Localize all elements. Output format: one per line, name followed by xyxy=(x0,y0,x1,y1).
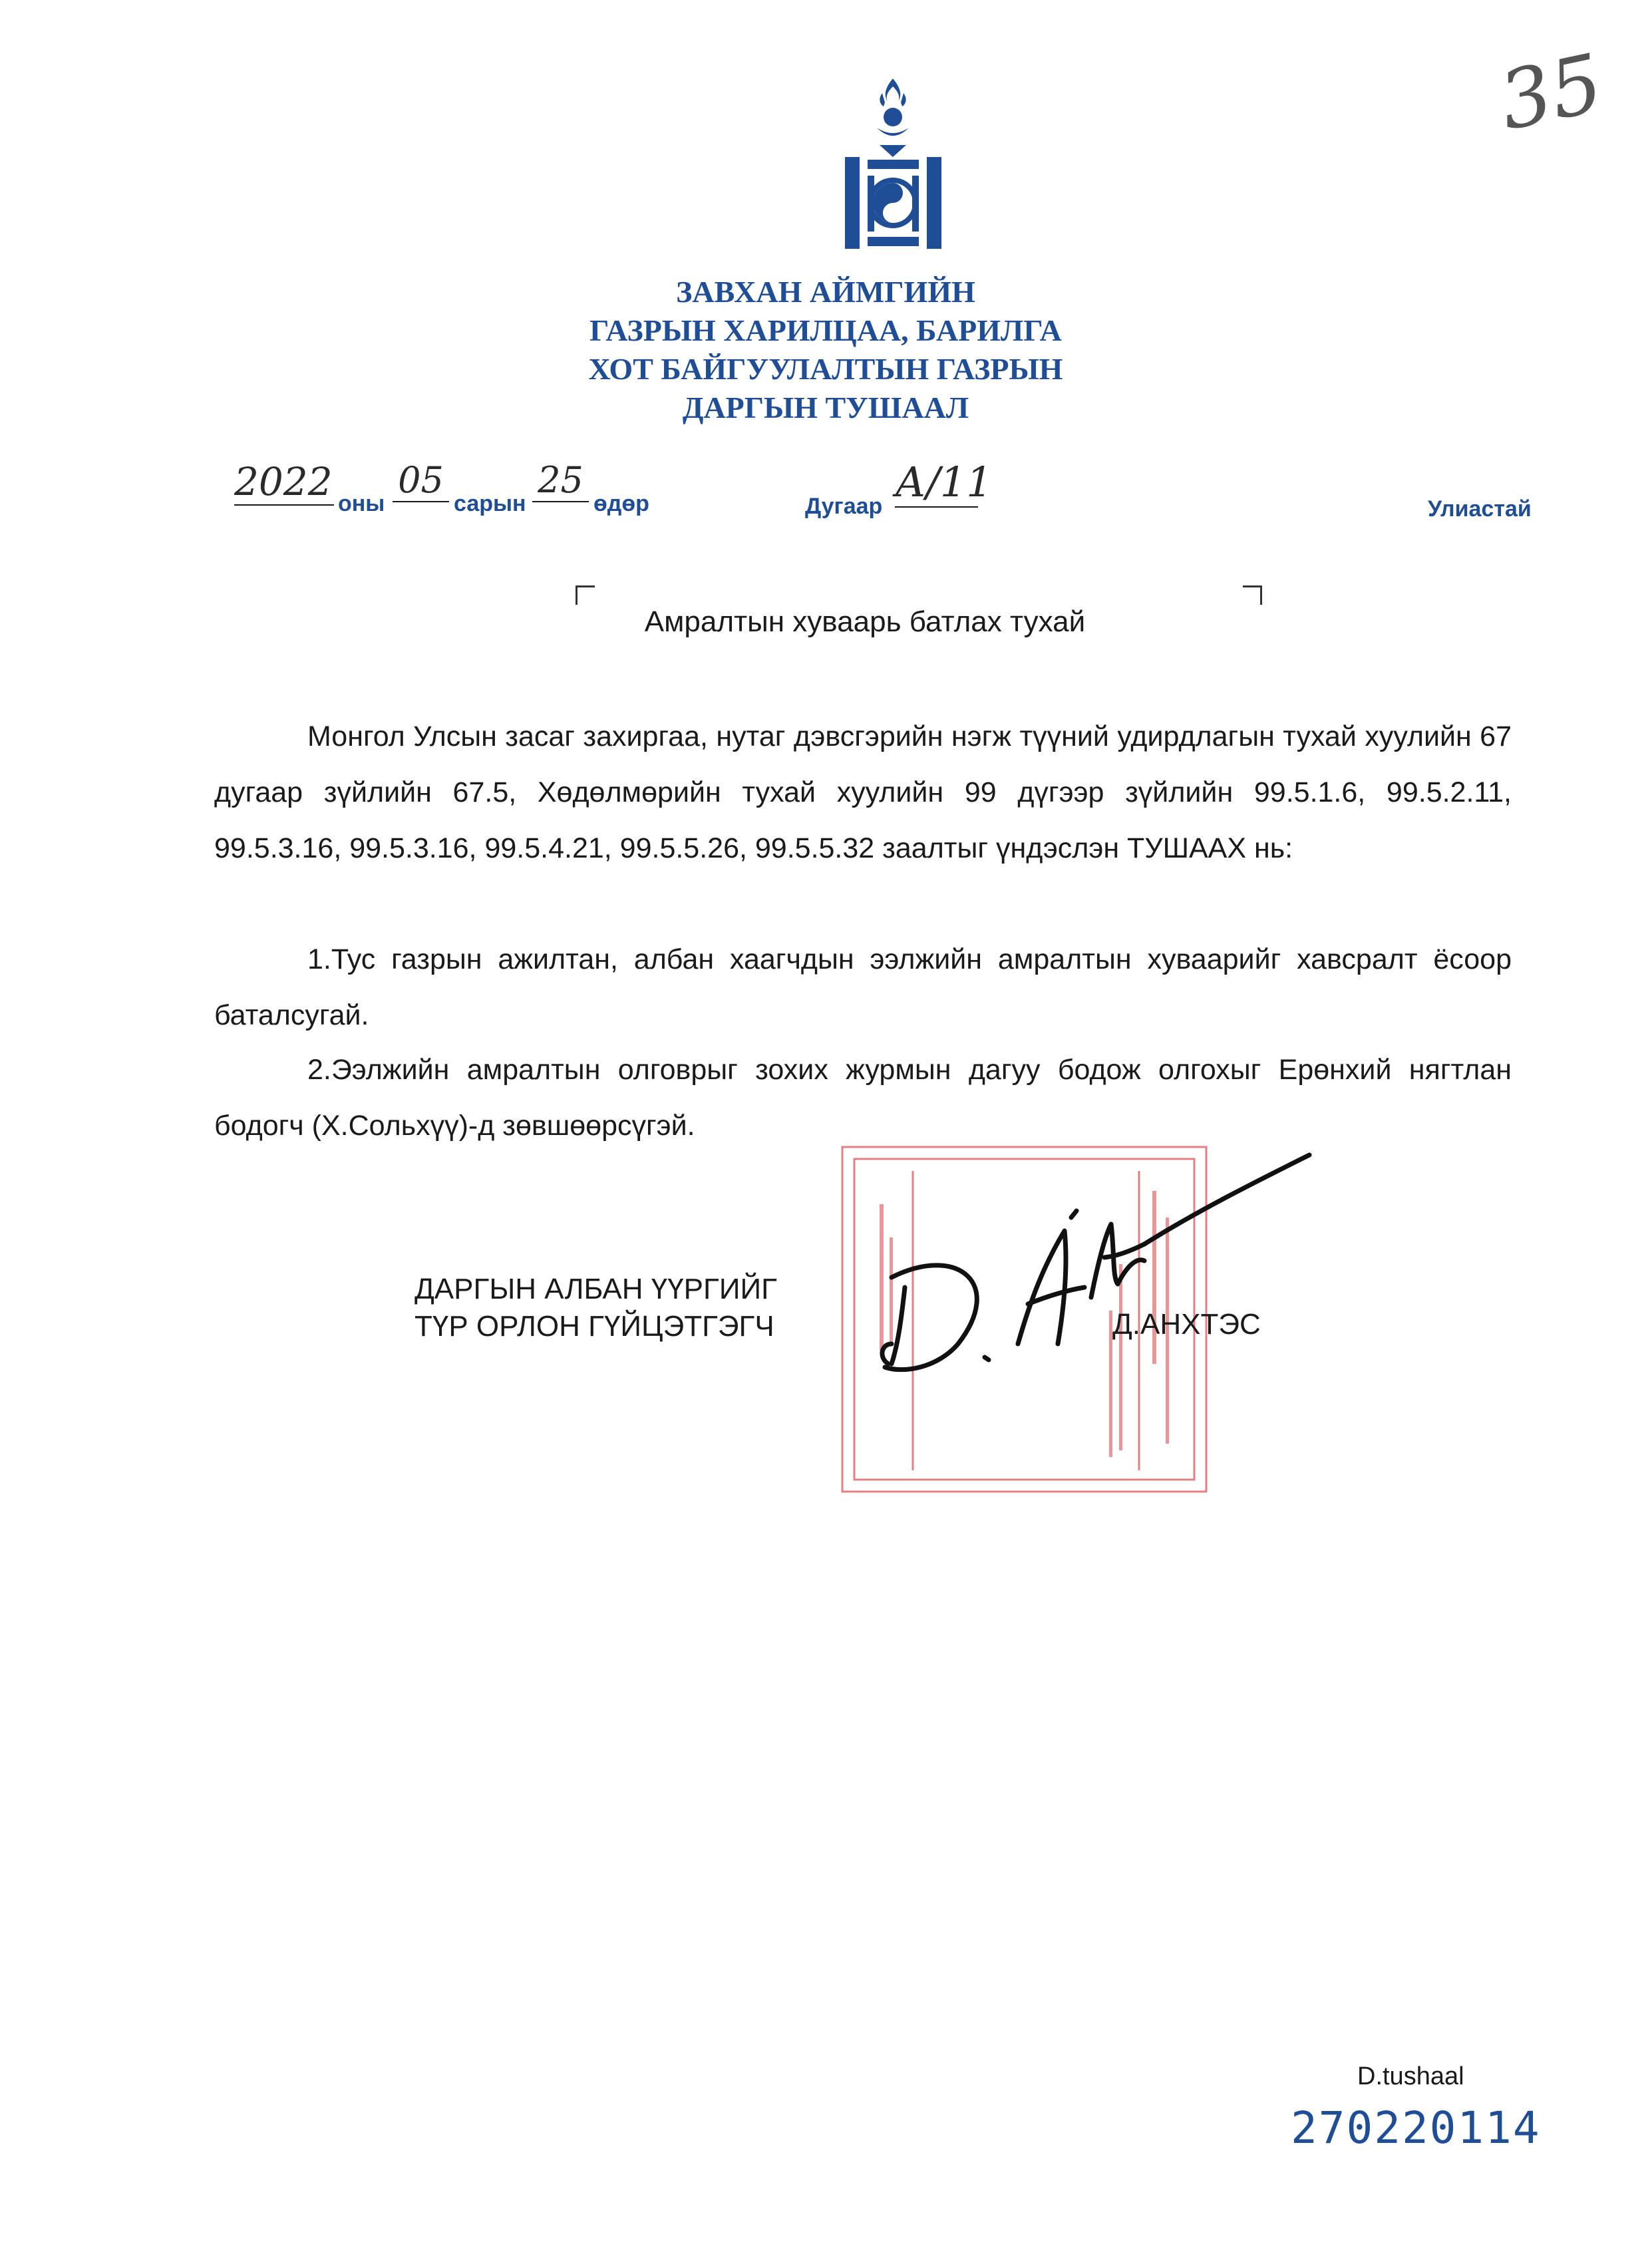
place-label: Улиастай xyxy=(1428,496,1532,522)
document-title xyxy=(493,273,1158,427)
title-line: ХОТ БАЙГУУЛАЛТЫН ГАЗРЫН xyxy=(588,352,1063,386)
title-line: ЗАВХАН АЙМГИЙН xyxy=(676,275,975,309)
month-label: сарын xyxy=(454,491,526,516)
number-label: Дугаар xyxy=(805,494,883,519)
signatory-title xyxy=(414,1271,777,1345)
signatory-title-line: ТҮР ОРЛОН ГҮЙЦЭТГЭГЧ xyxy=(414,1310,774,1343)
subject-bracket-right xyxy=(1243,585,1262,605)
date-day: 25 xyxy=(532,459,589,502)
order-number: А/11 xyxy=(895,458,993,506)
document-reference: D.tushaal xyxy=(1357,2062,1464,2090)
document-barcode-number: 270220114 xyxy=(1291,2102,1541,2154)
page-number-mark: 35 xyxy=(1492,37,1611,149)
title-line: ДАРГЫН ТУШААЛ xyxy=(682,391,969,424)
order-item-2: 2.Ээлжийн амралтын олговрыг зохих журмын дагуу бодож олгохыг Ерөнхий нягтлан бодогч (Х.Сольхүү)-д зөвшөөрсүгэй. xyxy=(214,1054,1512,1142)
year-label: оны xyxy=(338,491,385,516)
date-month: 05 xyxy=(393,459,449,502)
signatory-name: Д.АНХТЭС xyxy=(1112,1308,1261,1341)
preamble-paragraph: Монгол Улсын засаг захиргаа, нутаг дэвсгэрийн нэгж түүний удирдлагын тухай хуулийн 67 дугаар зүйлийн 67.5, Хөдөлмөрийн тухай хуулийн 99 дүгээр зүйлийн 99.5.1.6, 99.5.2.11, 99.5.3.16, 99.5.3.16, 99.5.4.21, 99.5.5.26, 99.5.5.32 заалтыг үндэслэн ТУШААХ нь: xyxy=(214,721,1512,864)
title-line: ГАЗРЫН ХАРИЛЦАА, БАРИЛГА xyxy=(589,313,1062,347)
subject-line: Амралтын хуваарь батлах тухай xyxy=(644,605,1086,638)
order-item-1: 1.Тус газрын ажилтан, албан хаагчдын ээлжийн амралтын хуваарийг хавсралт ёсоор баталсугай. xyxy=(214,943,1512,1031)
date-year: 2022 xyxy=(234,459,334,506)
day-label: өдөр xyxy=(593,491,649,516)
soyombo-emblem-icon xyxy=(845,79,941,253)
subject-bracket-left xyxy=(576,585,595,605)
handwritten-signature-icon xyxy=(865,1144,1331,1410)
signatory-title-line: ДАРГЫН АЛБАН ҮҮРГИЙГ xyxy=(414,1273,777,1305)
